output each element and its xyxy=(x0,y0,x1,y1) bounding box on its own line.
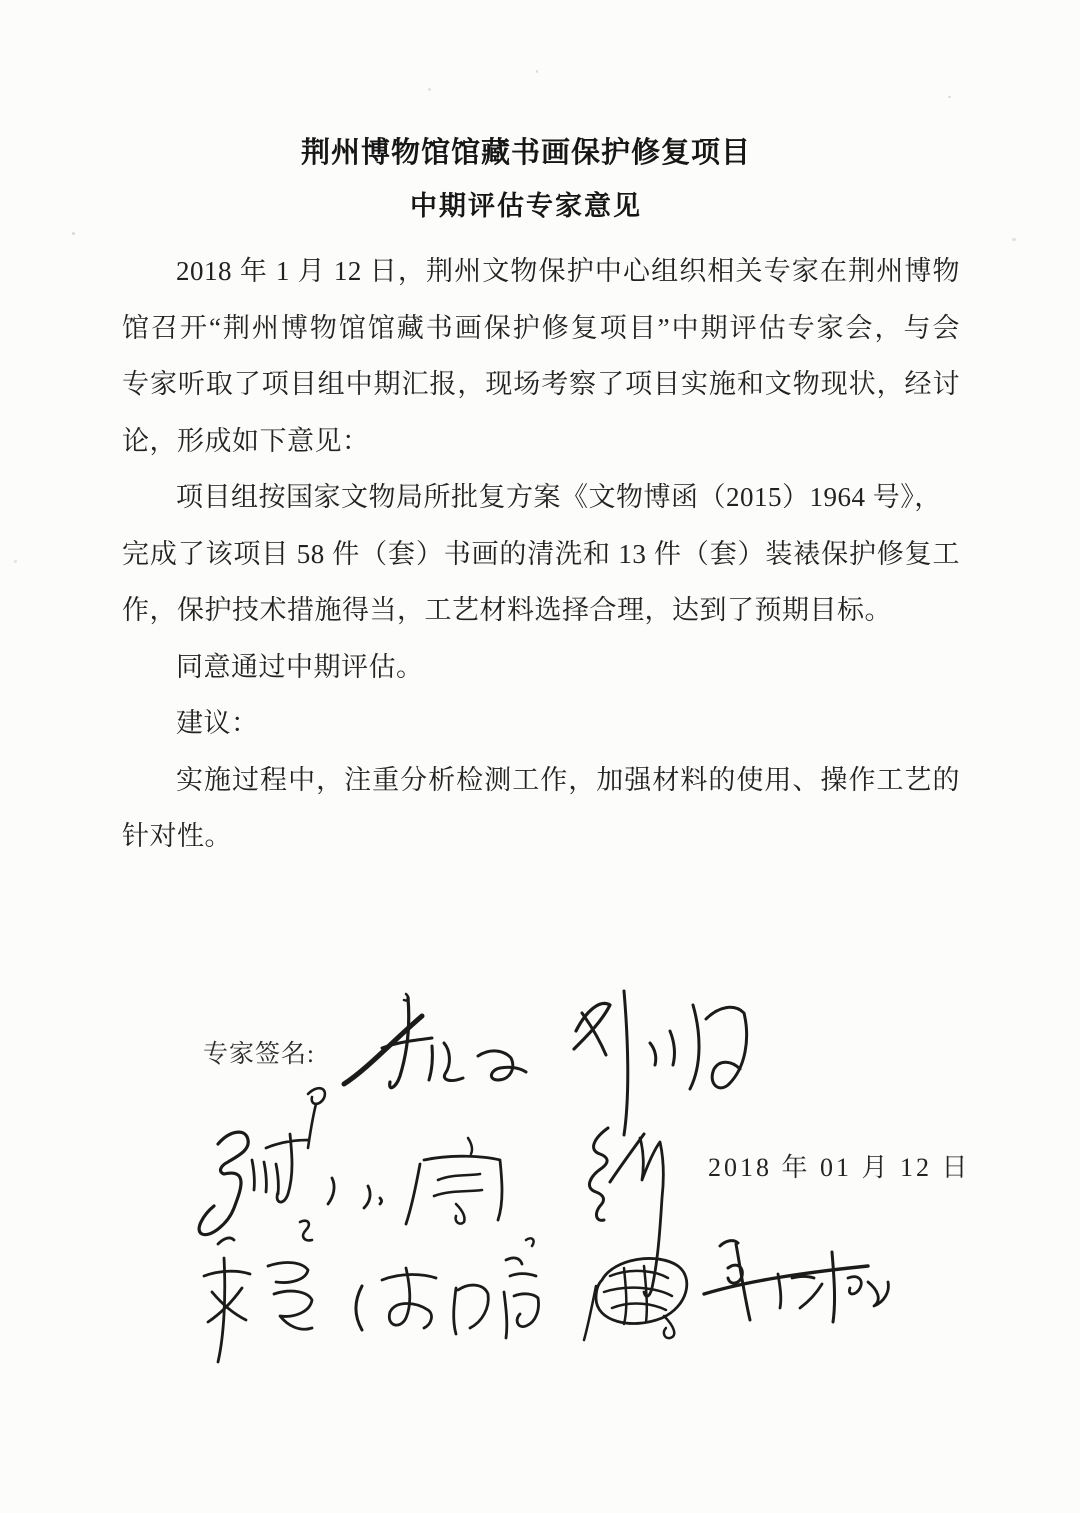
scan-speckle xyxy=(428,88,431,91)
expert-signature-7 xyxy=(348,1246,548,1348)
expert-signature-4 xyxy=(400,1146,540,1236)
scan-speckle xyxy=(948,96,951,98)
document-title: 荆州博物馆馆藏书画保护修复项目 xyxy=(300,137,751,169)
expert-signature-8 xyxy=(566,1246,701,1344)
body-line: 实施过程中，注重分析检测工作，加强材料的使用、操作工艺的 xyxy=(176,764,960,795)
body-line: 论，形成如下意见： xyxy=(122,425,370,456)
body-line: 2018 年 1 月 12 日，荆州文物保护中心组织相关专家在荆州博物 xyxy=(176,256,960,286)
expert-signature-label: 专家签名: xyxy=(203,1041,315,1068)
body-line: 项目组按国家文物局所批复方案《文物博函（2015）1964 号》， xyxy=(176,482,942,512)
body-line: 同意通过中期评估。 xyxy=(176,651,424,682)
body-line: 专家听取了项目组中期汇报，现场考察了项目实施和文物现状，经讨 xyxy=(122,369,960,399)
document-date: 2018 年 01 月 12 日 xyxy=(708,1153,971,1182)
scan-speckle xyxy=(1012,238,1016,241)
expert-signature-9 xyxy=(690,1236,892,1328)
body-line: 馆召开“荆州博物馆馆藏书画保护修复项目”中期评估专家会，与会 xyxy=(122,312,960,343)
scan-speckle xyxy=(536,70,538,73)
body-line: 作，保护技术措施得当，工艺材料选择合理，达到了预期目标。 xyxy=(122,595,892,625)
scan-speckle xyxy=(72,232,75,235)
body-line: 建议： xyxy=(176,708,259,738)
expert-signature-6 xyxy=(196,1236,356,1368)
body-line: 完成了该项目 58 件（套）书画的清洗和 13 件（套）装裱保护修复工 xyxy=(122,538,960,569)
expert-signature-3 xyxy=(190,1082,390,1242)
document-body xyxy=(122,243,960,865)
document-subtitle: 中期评估专家意见 xyxy=(410,191,642,221)
body-line: 针对性。 xyxy=(122,821,232,851)
scan-speckle xyxy=(14,560,17,563)
